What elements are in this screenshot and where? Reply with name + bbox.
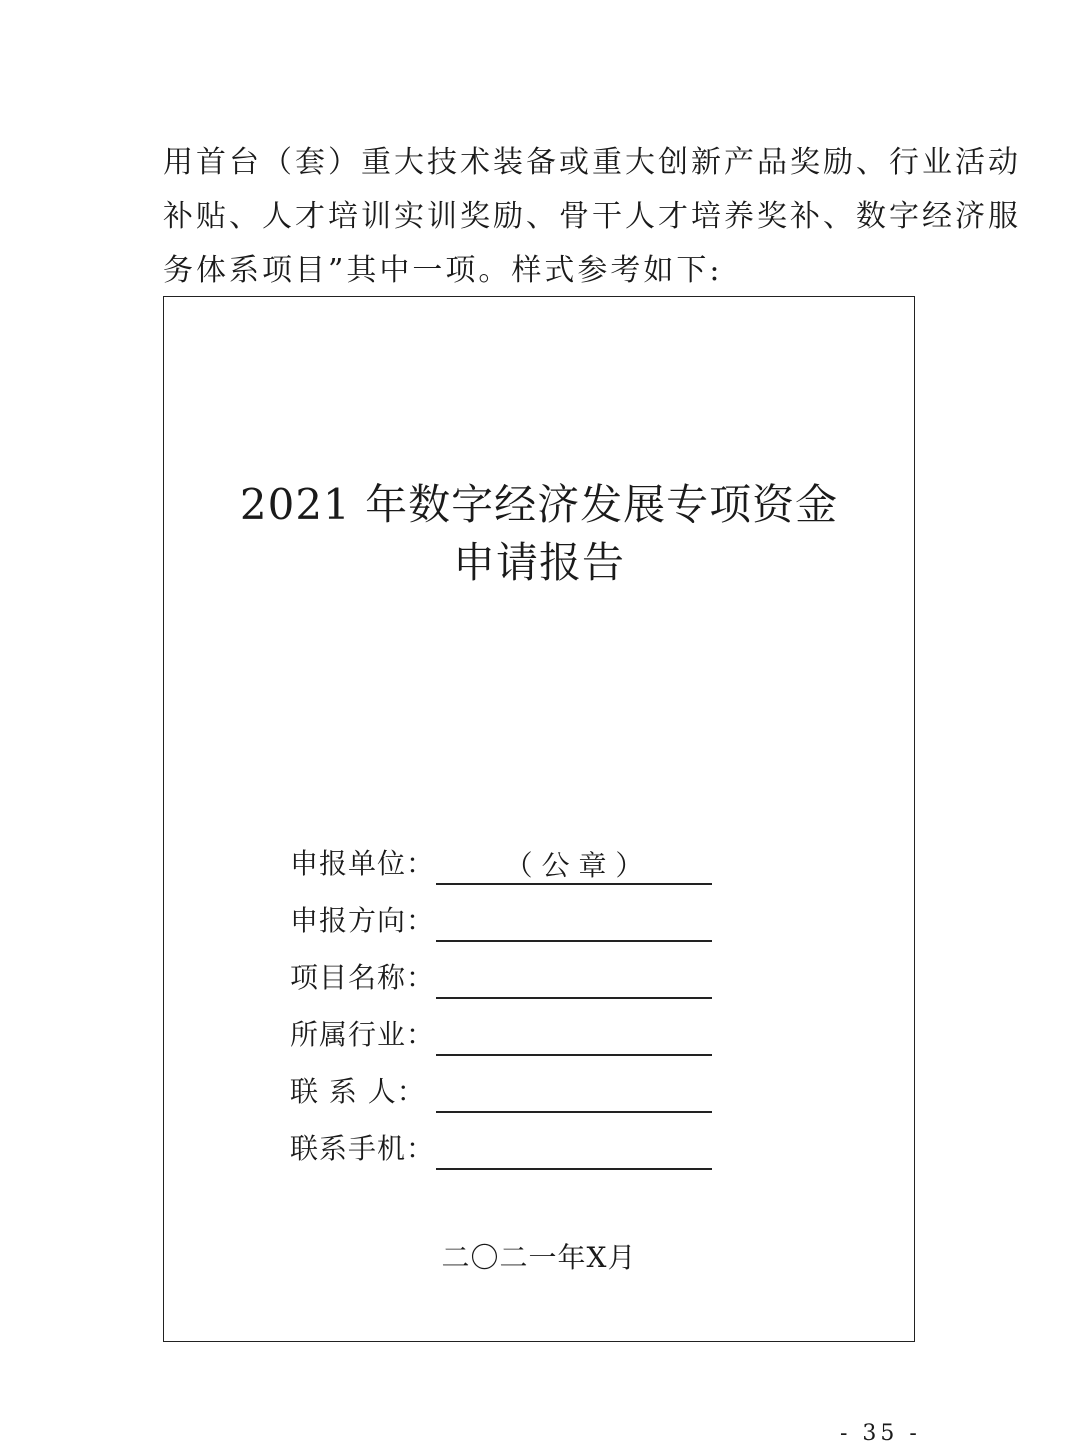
page-number: - 35 - [840,1421,921,1446]
form-row-direction [290,898,720,942]
form-row-contact [290,1069,720,1113]
intro-line: 务体系项目”其中一项。样式参考如下: [163,253,723,288]
form-row-applicant [290,841,720,885]
form-label: 联 系 人： [290,1075,426,1108]
report-title-line2: 申请报告 [452,538,625,587]
form-blank-line: （ 公 章 ） [436,849,712,885]
form-label: 所属行业： [290,1018,436,1051]
form-label: 申报方向： [290,904,436,937]
form-blank-line [436,1077,712,1113]
report-date: 二〇二一年X月 [441,1241,637,1274]
form-row-project-name [290,955,720,999]
intro-line: 补贴、人才培训实训奖励、骨干人才培养奖补、数字经济服 [163,199,1021,234]
form-row-phone [290,1126,720,1170]
form-blank-line [436,1020,712,1056]
form-label: 联系手机： [290,1132,436,1165]
intro-line: 用首台（套）重大技术装备或重大创新产品奖励、行业活动 [163,145,1021,180]
report-title-line1: 2021 年数字经济发展专项资金 [239,480,839,529]
form-label: 项目名称： [290,961,436,994]
form-row-industry [290,1012,720,1056]
form-blank-line [436,963,712,999]
form-blank-line [436,906,712,942]
form-label: 申报单位： [290,847,436,880]
sample-cover-frame [163,296,915,1342]
intro-paragraph [163,136,1021,298]
form-blank-line [436,1134,712,1170]
